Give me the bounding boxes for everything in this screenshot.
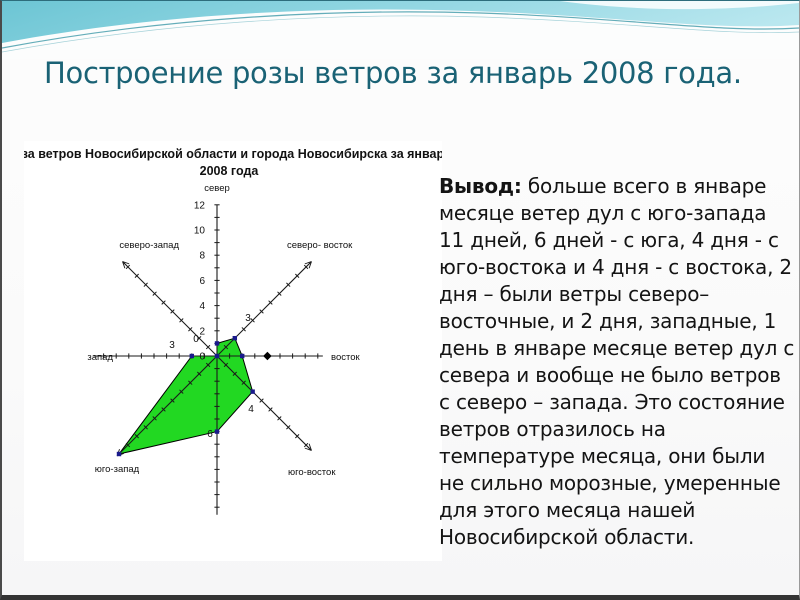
direction-label: северо-запад (119, 240, 179, 251)
direction-label: северо- восток (287, 240, 353, 251)
data-point-label: 0 (193, 334, 199, 345)
direction-label: юго-запад (94, 464, 140, 475)
chart-title-line: 2008 года (199, 164, 259, 178)
data-point-label: 3 (245, 313, 251, 324)
data-point-label: 4 (248, 404, 254, 415)
conclusion-label: Вывод: (439, 174, 522, 198)
axis-tick-label: 6 (199, 275, 205, 287)
direction-label: запад (87, 352, 113, 363)
wind-rose-chart (24, 141, 442, 561)
page-title: Построение розы ветров за январь 2008 года. (44, 56, 742, 90)
extra-diamond-marker (263, 352, 271, 360)
direction-label: юго-восток (288, 467, 336, 478)
axis-tick-label: 2 (199, 326, 205, 338)
axis-tick-label: 12 (193, 200, 205, 212)
wind-rose-svg (24, 141, 442, 561)
conclusion-paragraph (439, 173, 795, 551)
axis-tick-label: 10 (193, 225, 205, 237)
data-point-label: 6 (207, 429, 213, 440)
conclusion-text: больше всего в январе месяце ветер дул с юго-запада 11 дней, 6 дней - с юга, 4 дня - с юго-востока и 4 дня - с востока, 2 дня – были ветры северо–восточные, и 2 дня, западные, 1 день в январе месяце ветер дул с севера и вообще не было ветров с северо – запада. Это состояние ветров отразилось на температуре месяца, они были не сильно морозные, умеренные для этого месяца нашей Новосибирской области. (439, 174, 795, 549)
top-wave-decoration (2, 1, 799, 59)
axis-tick-label: 4 (199, 301, 205, 313)
axis-tick-label: 8 (199, 250, 205, 262)
chart-title-line: Роза ветров Новосибирской области и города Новосибирска за январь (24, 147, 442, 161)
axis-tick-label: 0 (199, 351, 205, 363)
direction-label: восток (331, 352, 360, 363)
data-point-label: 3 (169, 340, 175, 351)
direction-label: север (204, 183, 230, 194)
